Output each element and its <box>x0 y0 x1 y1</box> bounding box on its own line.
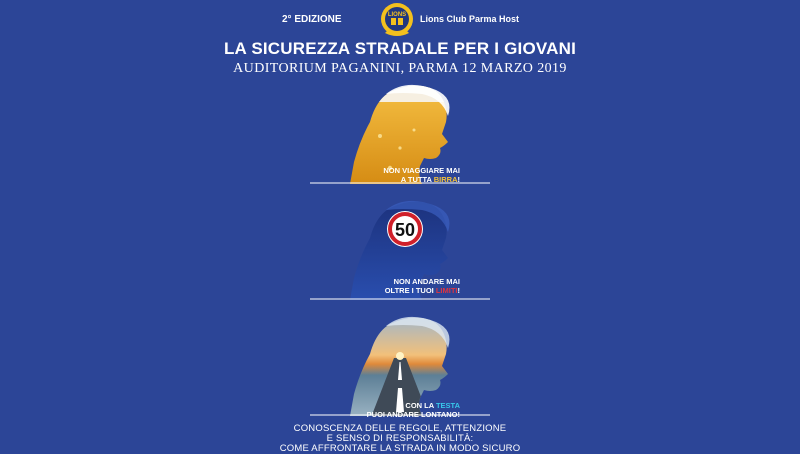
panel-speed-limit <box>310 192 490 304</box>
caption-line-1: NON VIAGGIARE MAI <box>383 166 460 175</box>
speed-limit-value: 50 <box>394 220 416 240</box>
logo-text: LIONS <box>387 12 407 18</box>
poster-title: LA SICUREZZA STRADALE PER I GIOVANI <box>223 39 577 58</box>
footer-line-1: CONOSCENZA DELLE REGOLE, ATTENZIONE <box>293 423 507 434</box>
footer-line-3: COME AFFRONTARE LA STRADA IN MODO SICURO <box>279 443 521 454</box>
highlight-word: BIRRA <box>433 175 458 184</box>
panel-road <box>310 308 490 420</box>
caption-line-2: A TUTTA BIRRA! <box>400 175 460 184</box>
footer-line-2: E SENSO DI RESPONSABILITÀ: <box>326 433 474 444</box>
panel-speed-caption <box>310 277 490 295</box>
lions-club-logo <box>377 2 417 40</box>
panel-beer <box>310 76 490 188</box>
poster-subtitle: AUDITORIUM PAGANINI, PARMA 12 MARZO 2019 <box>233 61 567 76</box>
panel-beer-caption <box>310 166 490 184</box>
highlight-word: TESTA <box>435 401 460 410</box>
highlight-word: LIMITI <box>435 286 458 295</box>
caption-line-1: CON LA TESTA <box>405 401 460 410</box>
caption-line-2: PUOI ANDARE LONTANO! <box>366 410 460 419</box>
panel-road-caption <box>310 401 490 419</box>
caption-line-2: OLTRE I TUOI LIMITI! <box>384 286 460 295</box>
club-name: Lions Club Parma Host <box>420 14 520 24</box>
edition-label: 2° EDIZIONE <box>282 14 342 25</box>
caption-line-1: NON ANDARE MAI <box>393 277 460 286</box>
